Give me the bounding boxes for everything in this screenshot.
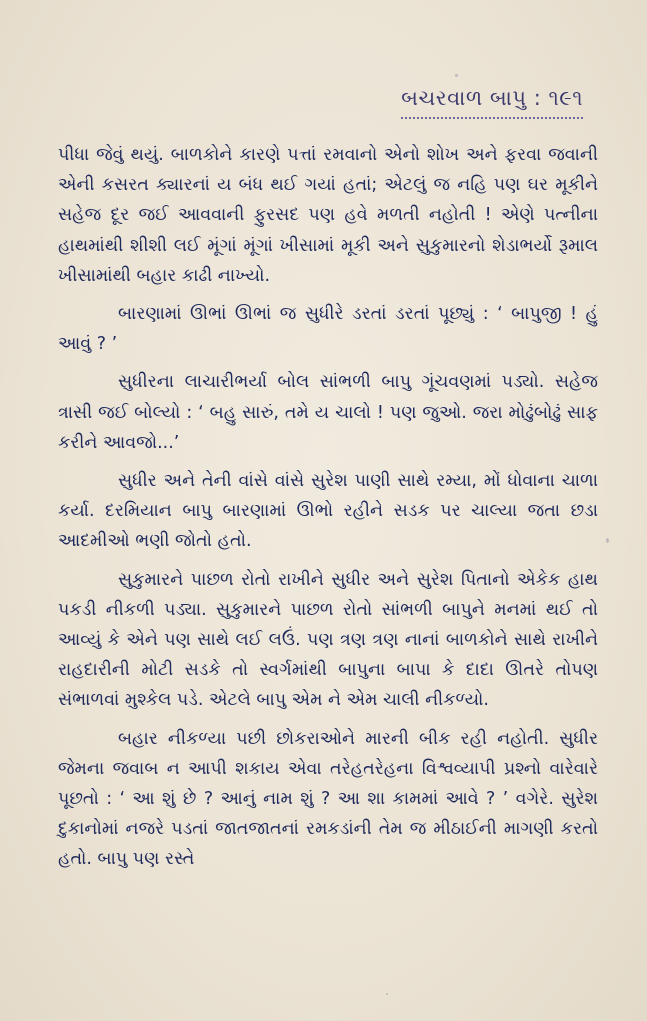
running-head-text: બચરવાળ બાપુ : ૧૯૧ [401,86,583,110]
paper-speck [455,74,458,77]
paragraph: સુધીર અને તેની વાંસે વાંસે સુરેશ પાણી સાથે રમ્યા, મોં ધોવાના ચાળા કર્યા. દરમિયાન બાપુ બારણામાં ઊભો રહીને સડક પર ચાલ્યા જતા છડા આદમીઓ ભણી જોતો હતો. [58,471,598,552]
running-head-underline [401,113,583,119]
paper-speck [386,993,388,995]
paragraph: પીધા જેવું થયું. બાળકોને કારણે પત્તાં રમવાનો એનો શોખ અને ફરવા જવાની એની કસરત ક્યારનાં ય બંધ થઈ ગયાં હતાં; એટલું જ નહિ પણ ઘર મૂકીને સહેજ દૂર જઈ આવવાની ફુરસદ પણ હવે મળતી નહોતી ! એણે પત્નીના હાથમાંથી શીશી લઈ મૂંગાં મૂંગાં ખીસામાં મૂકી અને સુકુમારનો શેડાભર્યો રૂમાલ ખીસામાંથી બહાર કાઢી નાખ્યો. [58,145,598,286]
paragraph: સુધીરના લાચારીભર્યા બોલ સાંભળી બાપુ ગૂંચવણમાં પડ્યો. સહેજ ત્રાસી જઈ બોલ્યો : ‘ બહુ સારું, તમે ય ચાલો ! પણ જુઓ. જરા મોઢુંબોઢું સાફ કરીને આવજો...’ [58,372,598,453]
paragraph: બહાર નીકળ્યા પછી છોકરાઓને મારની બીક રહી નહોતી. સુધીર જેમના જવાબ ન આપી શકાય એવા તરેહતરેહના વિશ્વવ્યાપી પ્રશ્નો વારેવારે પૂછતો : ‘ આ શું છે ? આનું નામ શું ? આ શા કામમાં આવે ? ’ વગેરે. સુરેશ દુકાનોમાં નજરે પડતાં જાતજાતનાં રમકડાંની તેમ જ મીઠાઈની માગણી કરતો હતો. બાપુ પણ રસ્તે [58,728,598,870]
paragraph: સુકુમારને પાછળ રોતો રાખીને સુધીર અને સુરેશ પિતાનો એકેક હાથ પકડી નીકળી પડ્યા. સુકુમારને પાછળ રોતો સાંભળી બાપુને મનમાં થઈ તો આવ્યું કે એને પણ સાથે લઈ લઉં. પણ ત્રણ ત્રણ નાનાં બાળકોને સાથે રાખીને રાહદારીની મોટી સડકે તો સ્વર્ગમાંથી બાપુના બાપા કે દાદા ઊતરે તોપણ સંભાળવાં મુશ્કેલ પડે. એટલે બાપુ એમ ને એમ ચાલી નીકળ્યો. [58,569,598,711]
paragraph: બારણામાં ઊભાં ઊભાં જ સુધીરે ડરતાં ડરતાં પૂછ્યું : ‘ બાપુજી ! હું આવું ? ’ [58,304,598,355]
body-text [58,140,598,883]
paper-speck [606,538,609,543]
running-head [401,86,583,119]
